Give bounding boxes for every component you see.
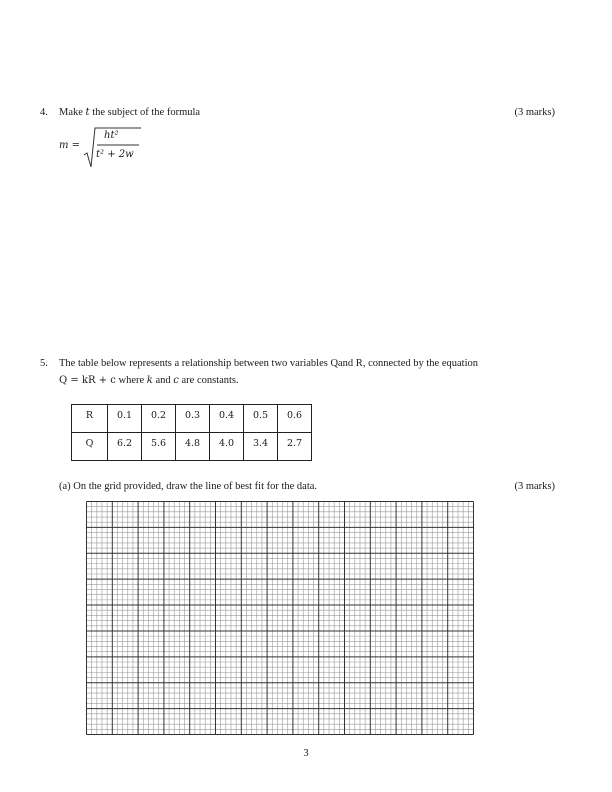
q4-prompt	[59, 107, 200, 118]
q5-and: and	[152, 375, 174, 386]
table-cell: 2.7	[278, 433, 312, 461]
formula-lhs: m =	[59, 140, 81, 151]
row-label: R	[72, 405, 108, 433]
table-cell: 6.2	[108, 433, 142, 461]
table-cell: 0.6	[278, 405, 312, 433]
formula-denominator: t² + 2w	[96, 149, 134, 160]
table-cell: 4.8	[176, 433, 210, 461]
table-cell: 0.4	[210, 405, 244, 433]
q5-line2	[59, 375, 239, 386]
q4-variable: t	[85, 107, 90, 118]
q4-text-before: Make	[59, 107, 86, 118]
q5-k: k	[146, 375, 153, 386]
q4-text-after: the subject of the formula	[89, 107, 201, 118]
data-table	[71, 404, 312, 461]
graph-paper-grid[interactable]	[86, 501, 474, 735]
row-label: Q	[72, 433, 108, 461]
q5-equation: Q = kR + c	[59, 375, 116, 386]
page-number: 3	[303, 748, 309, 759]
table-cell: 0.5	[244, 405, 278, 433]
table-cell: 5.6	[142, 433, 176, 461]
q4-number: 4.	[40, 107, 48, 118]
table-cell: 4.0	[210, 433, 244, 461]
q5-rest: are constants.	[178, 375, 239, 386]
table-row-r	[72, 405, 312, 433]
q5-line1: The table below represents a relationship between two variables Qand R, connected by the equation	[59, 358, 478, 369]
q5-number: 5.	[40, 358, 48, 369]
table-cell: 0.1	[108, 405, 142, 433]
q5a-marks: (3 marks)	[514, 481, 555, 492]
table-row-q	[72, 433, 312, 461]
table-cell: 0.2	[142, 405, 176, 433]
q5-where: where	[115, 375, 147, 386]
q4-marks: (3 marks)	[514, 107, 555, 118]
formula-numerator: ht²	[104, 130, 119, 141]
q4-formula	[59, 125, 149, 170]
table-cell: 3.4	[244, 433, 278, 461]
q5a-text: (a) On the grid provided, draw the line of best fit for the data.	[59, 481, 318, 492]
q5-c: c	[173, 375, 179, 386]
table-cell: 0.3	[176, 405, 210, 433]
